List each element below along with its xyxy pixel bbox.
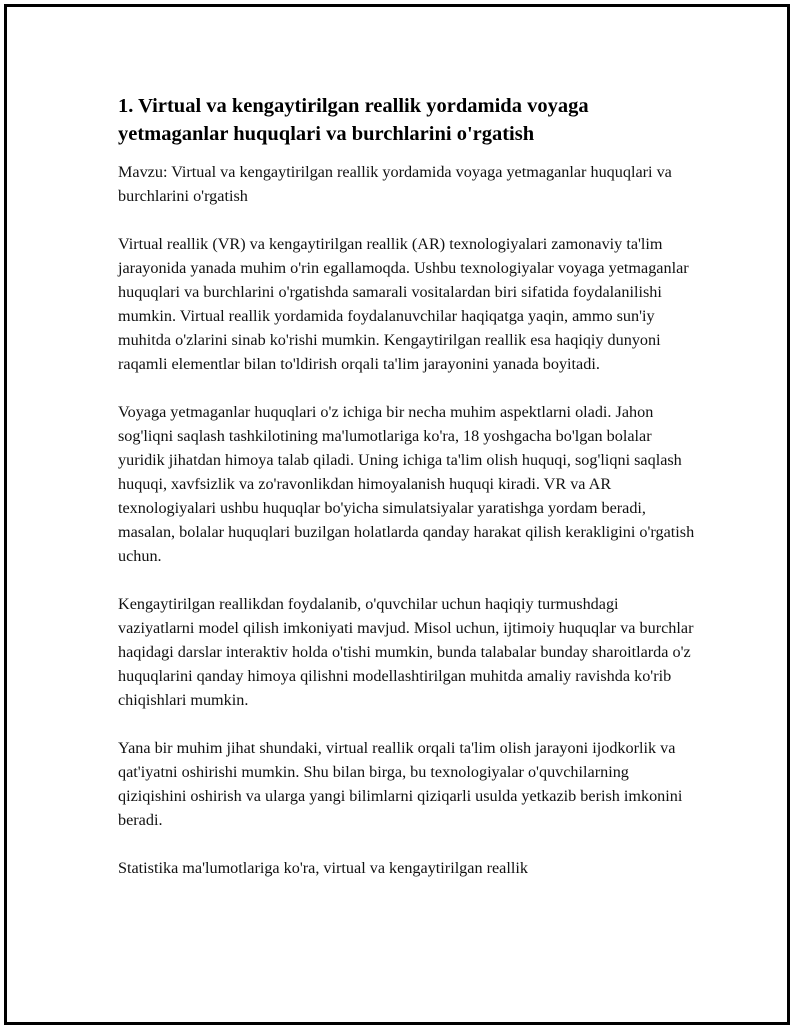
paragraph: Voyaga yetmaganlar huquqlari o'z ichiga bir necha muhim aspektlarni oladi. Jahon sog'liqni saqlash tashkilotining ma'lumotlariga ko'ra, 18 yoshgacha bo'lgan bolalar yuridik jihatdan himoya talab qiladi. Uning ichiga ta'lim olish huquqi, sog'liqni saqlash huquqi, xavfsizlik va zo'ravonlikdan himoyalanish huquqi kiradi. VR va AR texnologiyalari ushbu huquqlar bo'yicha simulatsiyalar yaratishga yordam beradi, masalan, bolalar huquqlari buzilgan holatlarda qanday harakat qilish kerakligini o'rgatish uchun.	[118, 403, 695, 565]
paragraph: Kengaytirilgan reallikdan foydalanib, o'quvchilar uchun haqiqiy turmushdagi vaziyatlarni model qilish imkoniyati mavjud. Misol uchun, ijtimoiy huquqlar va burchlar haqidagi darslar interaktiv holda o'tishi mumkin, bunda talabalar bunday sharoitlarda o'z huquqlarini qanday himoya qilishni modellashtirilgan muhitda amaliy ravishda ko'rib chiqishlari mumkin.	[118, 595, 694, 709]
topic-line: Mavzu: Virtual va kengaytirilgan reallik yordamida voyaga yetmaganlar huquqlari va burchlarini o'rgatish	[118, 163, 672, 205]
paragraph: Statistika ma'lumotlariga ko'ra, virtual va kengaytirilgan reallik	[118, 859, 528, 877]
document-title: 1. Virtual va kengaytirilgan reallik yordamida voyaga yetmaganlar huquqlari va burchlarini o'rgatish	[118, 95, 589, 145]
document-body	[118, 92, 698, 904]
paragraph: Yana bir muhim jihat shundaki, virtual reallik orqali ta'lim olish jarayoni ijodkorlik va qat'iyatni oshirishi mumkin. Shu bilan birga, bu texnologiyalar o'quvchilarning qiziqishini oshirish va ularga yangi bilimlarni qiziqarli usulda yetkazib berish imkonini beradi.	[118, 739, 683, 829]
paragraph: Virtual reallik (VR) va kengaytirilgan reallik (AR) texnologiyalari zamonaviy ta'lim jarayonida yanada muhim o'rin egallamoqda. Ushbu texnologiyalar voyaga yetmaganlar huquqlari va burchlarini o'rgatishda samarali vositalardan biri sifatida foydalanilishi mumkin. Virtual reallik yordamida foydalanuvchilar haqiqatga yaqin, ammo sun'iy muhitda o'zlarini sinab ko'rishi mumkin. Kengaytirilgan reallik esa haqiqiy dunyoni raqamli elementlar bilan to'ldirish orqali ta'lim jarayonini yanada boyitadi.	[118, 235, 689, 373]
